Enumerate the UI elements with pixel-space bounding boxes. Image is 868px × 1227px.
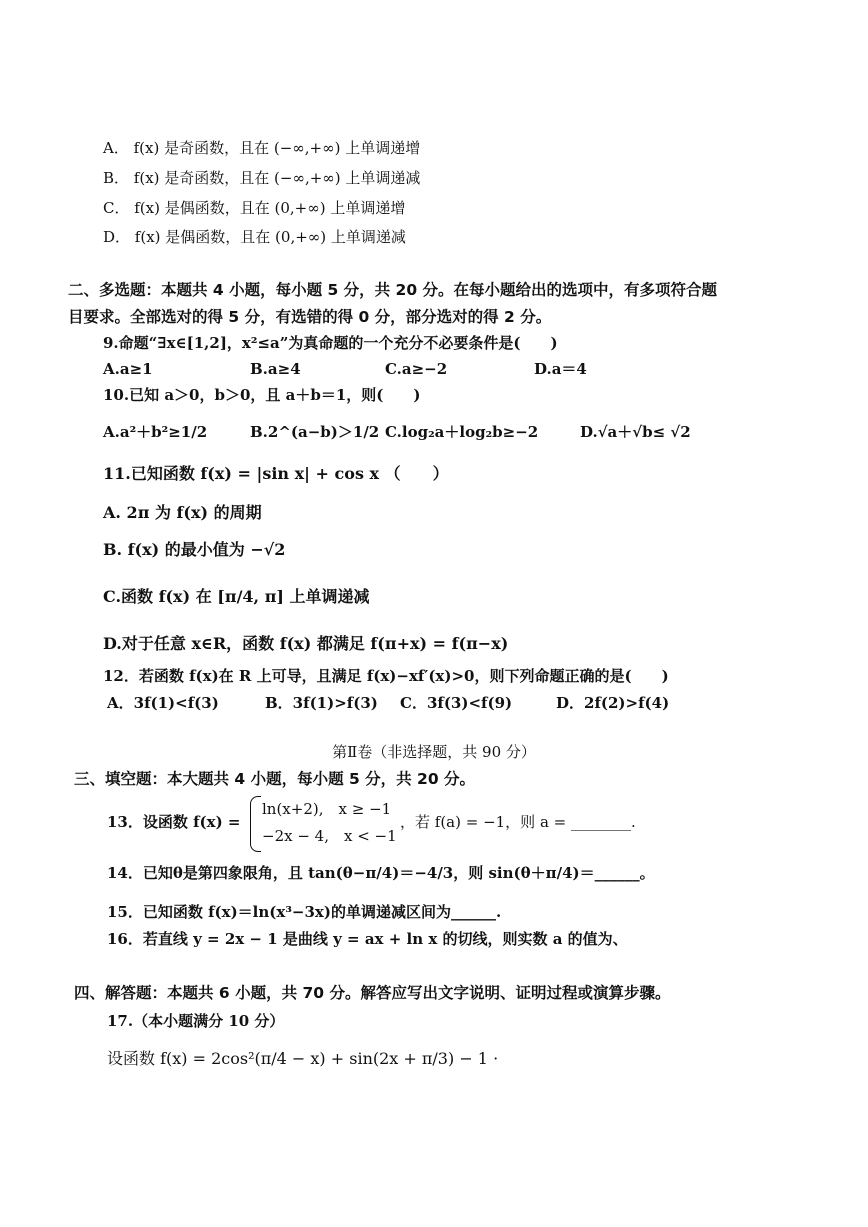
q8-option-d: D． f(x) 是偶函数，且在 (0,+∞) 上单调递减 xyxy=(103,228,406,246)
q16: 16．若直线 y = 2x − 1 是曲线 y = ax + ln x 的切线，则实数 a 的值为、 xyxy=(107,930,628,948)
q11-option-c: C.函数 f(x) 在 [π/4, π] 上单调递减 xyxy=(103,587,370,606)
q12-option-d: D．2f(2)>f(4) xyxy=(556,694,670,712)
q10-option-c: C.log₂a＋log₂b≥−2 xyxy=(385,423,539,441)
section3-header: 三、填空题：本大题共 4 小题，每小题 5 分，共 20 分。 xyxy=(74,770,476,788)
q12-stem: 12．若函数 f(x)在 R 上可导，且满足 f(x)−xf′(x)>0，则下列命题正确的是( ) xyxy=(103,667,669,685)
q9-option-a: A.a≥1 xyxy=(103,360,153,378)
part2-title: 第Ⅱ卷（非选择题，共 90 分） xyxy=(332,743,536,761)
q13-prefix: 13．设函数 f(x) = xyxy=(107,813,241,831)
q9-option-d: D.a＝4 xyxy=(534,360,587,378)
q12-option-a: A．3f(1)<f(3) xyxy=(107,694,219,712)
q9-option-c: C.a≥−2 xyxy=(385,360,448,378)
q14: 14．已知θ是第四象限角，且 tan(θ−π/4)＝−4/3，则 sin(θ＋π/4)＝______。 xyxy=(107,864,655,882)
q8-option-c: C． f(x) 是偶函数，且在 (0,+∞) 上单调递增 xyxy=(103,199,406,217)
q12-option-c: C．3f(3)<f(9) xyxy=(400,694,513,712)
q12-option-b: B．3f(1)>f(3) xyxy=(265,694,378,712)
q13-case2: −2x − 4, x < −1 xyxy=(262,827,397,845)
q13-brace xyxy=(250,796,261,852)
q10-option-a: A.a²＋b²≥1/2 xyxy=(103,423,208,441)
q17-stem: 设函数 f(x) = 2cos²(π/4 − x) + sin(2x + π/3) − 1 · xyxy=(107,1049,499,1068)
q9-option-b: B.a≥4 xyxy=(250,360,301,378)
q13-case1: ln(x+2), x ≥ −1 xyxy=(262,800,392,818)
q15: 15．已知函数 f(x)＝ln(x³−3x)的单调递减区间为______. xyxy=(107,903,502,921)
q11-stem: 11.已知函数 f(x) = |sin x| + cos x （ ） xyxy=(103,464,449,483)
q10-stem: 10.已知 a＞0，b＞0，且 a＋b＝1，则( ) xyxy=(103,386,421,404)
q17-title: 17.（本小题满分 10 分） xyxy=(107,1012,285,1030)
section2-header-line1: 二、多选题：本题共 4 小题，每小题 5 分，共 20 分。在每小题给出的选项中，有多项符合题 xyxy=(68,281,718,299)
q9-stem: 9.命题“∃x∈[1,2]，x²≤a”为真命题的一个充分不必要条件是( ) xyxy=(103,334,558,352)
q10-option-d: D.√a＋√b≤ √2 xyxy=(580,423,691,441)
section2-header-line2: 目要求。全部选对的得 5 分，有选错的得 0 分，部分选对的得 2 分。 xyxy=(68,308,552,326)
q11-option-a: A. 2π 为 f(x) 的周期 xyxy=(103,503,262,522)
section4-header: 四、解答题：本题共 6 小题，共 70 分。解答应写出文字说明、证明过程或演算步骤。 xyxy=(74,984,671,1002)
q10-option-b: B.2^(a−b)＞1/2 xyxy=(250,423,380,441)
q13-suffix: ，若 f(a) = −1，则 a = ________. xyxy=(400,813,636,831)
q8-option-b: B． f(x) 是奇函数，且在 (−∞,+∞) 上单调递减 xyxy=(103,169,421,187)
q8-option-a: A． f(x) 是奇函数，且在 (−∞,+∞) 上单调递增 xyxy=(103,139,421,157)
q11-option-d: D.对于任意 x∈R，函数 f(x) 都满足 f(π+x) = f(π−x) xyxy=(103,634,509,653)
q11-option-b: B. f(x) 的最小值为 −√2 xyxy=(103,540,286,559)
